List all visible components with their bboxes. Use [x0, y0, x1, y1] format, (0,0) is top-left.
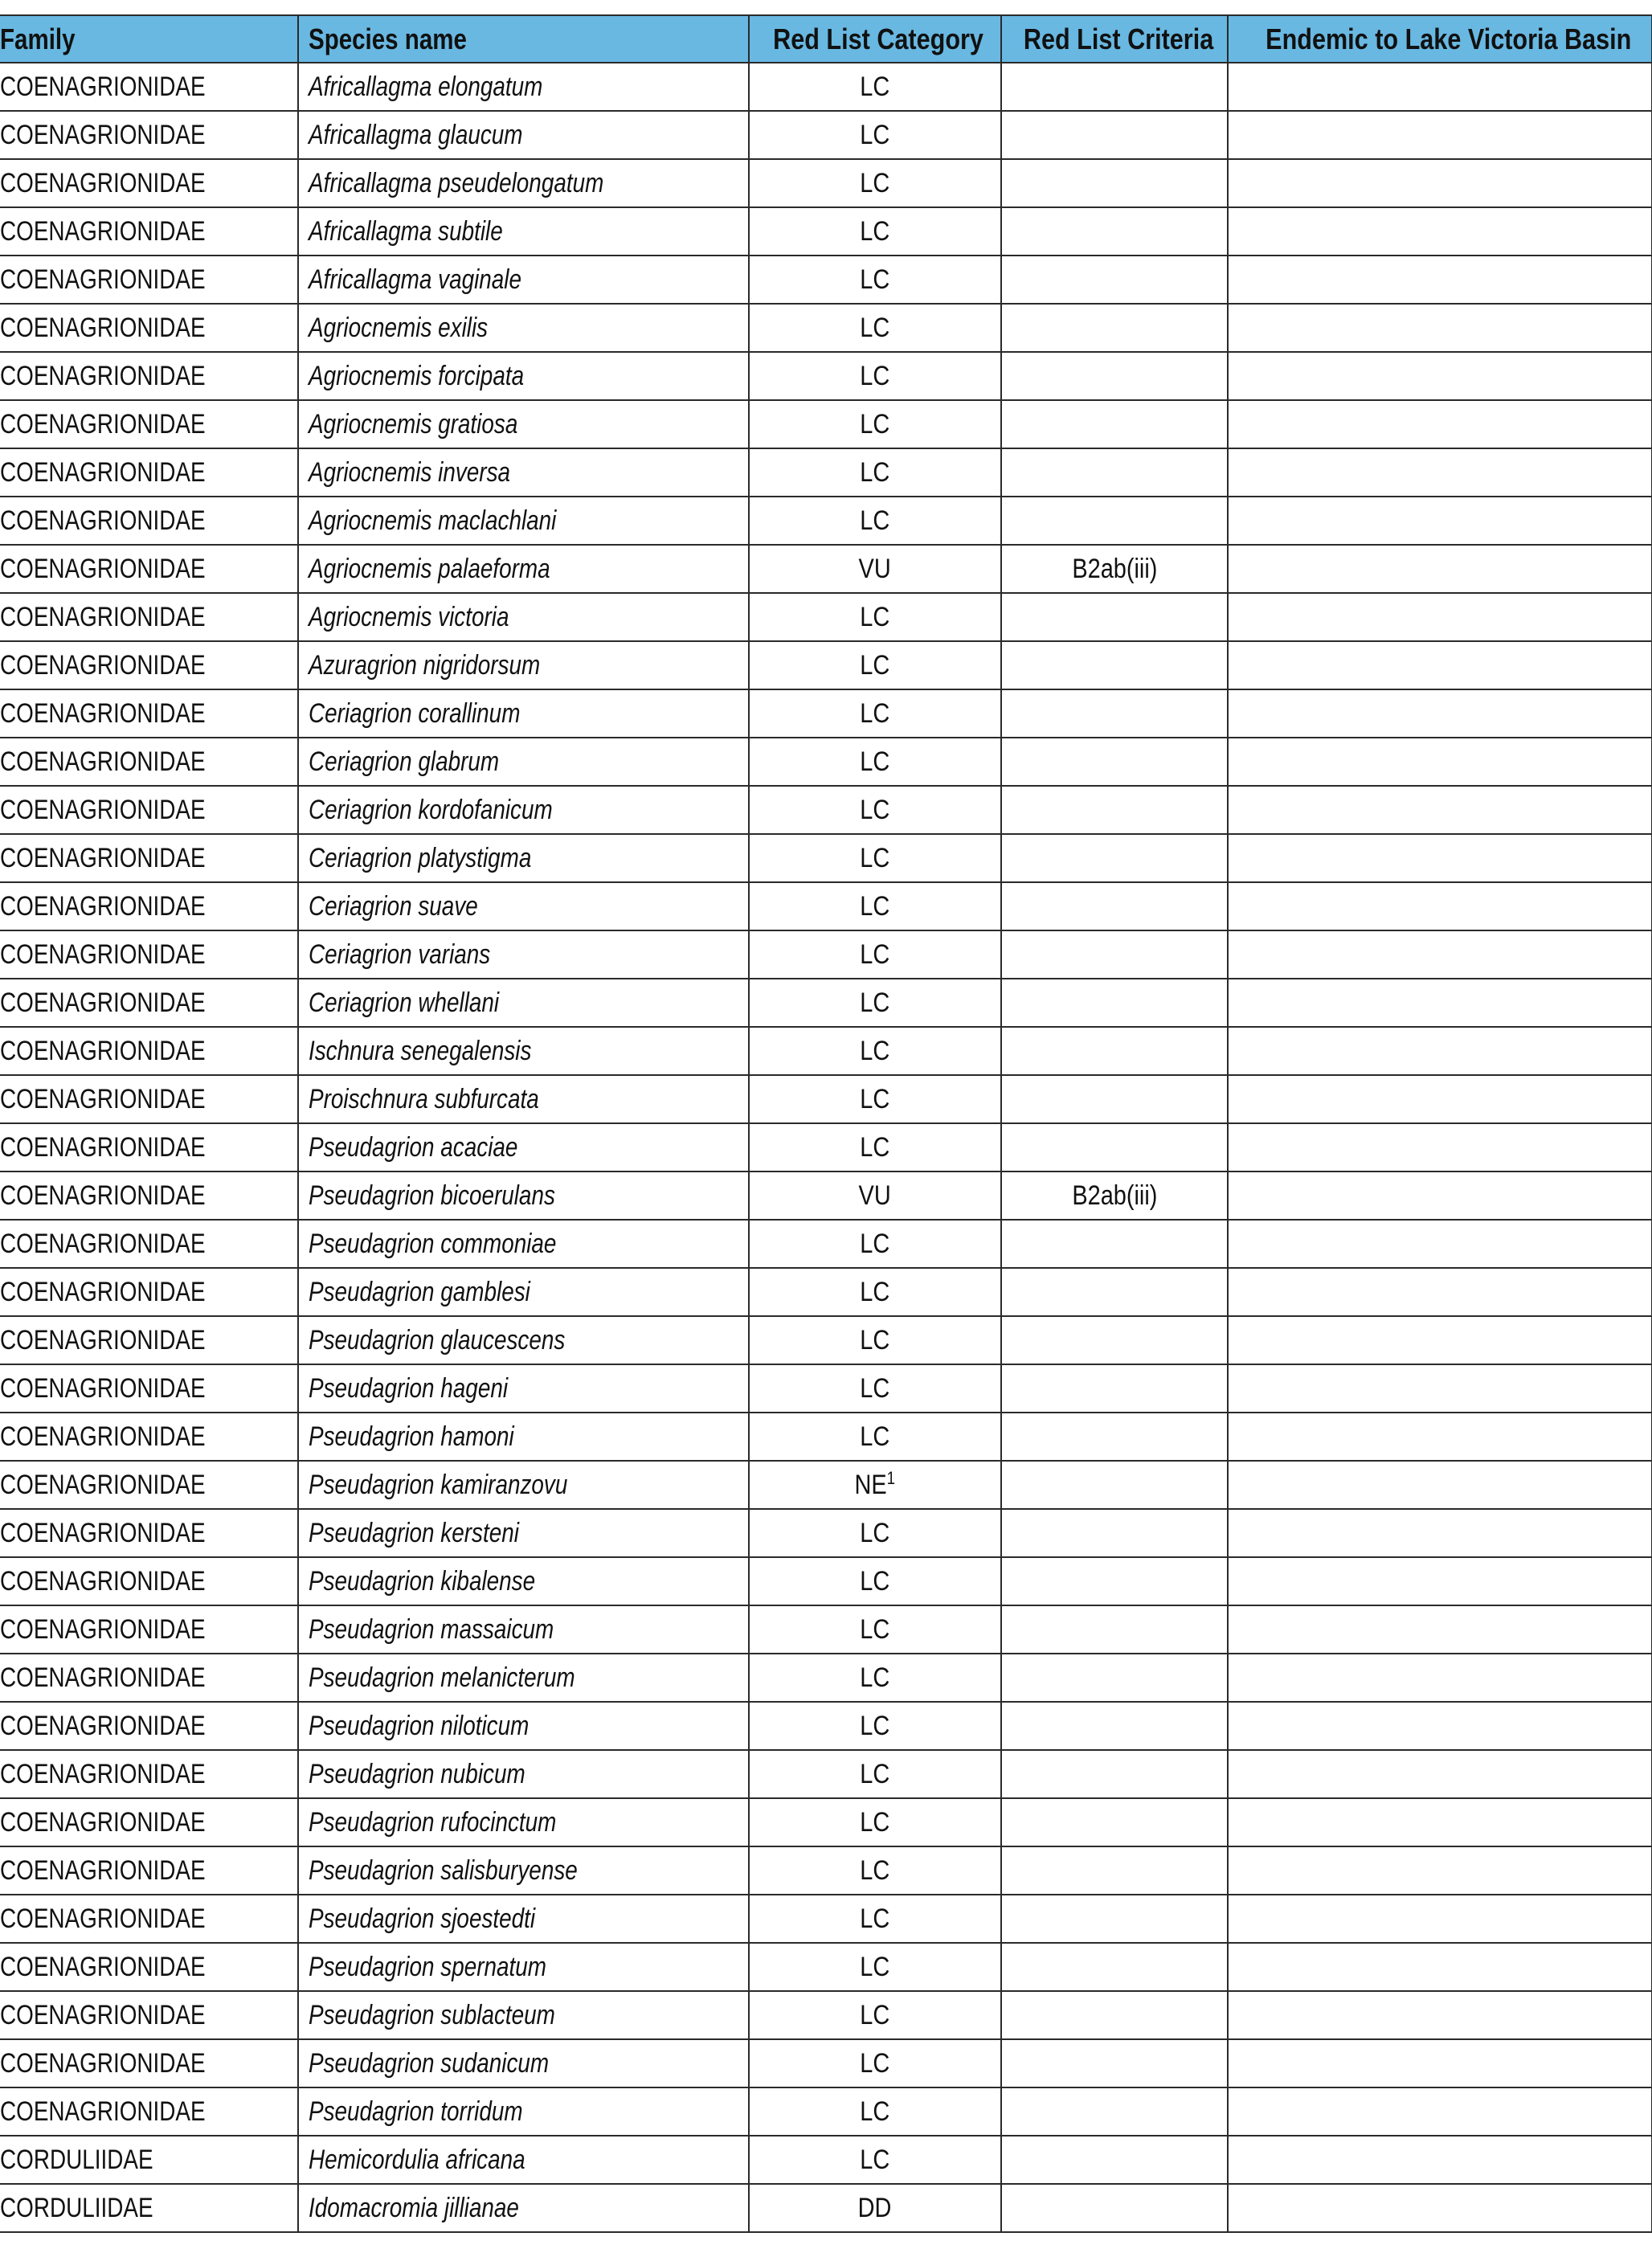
cell-endemic: [1228, 1943, 1652, 1991]
cell-species-name: Pseudagrion rufocinctum: [298, 1798, 749, 1846]
cell-red-list-category: LC: [749, 1027, 1001, 1075]
cell-endemic: [1228, 1991, 1652, 2039]
cell-red-list-category: LC: [749, 400, 1001, 448]
cell-family: COENAGRIONIDAE: [0, 111, 298, 159]
cell-red-list-criteria: [1001, 1461, 1228, 1509]
table-row: [0, 689, 1652, 738]
table-row: [0, 1991, 1652, 2039]
cell-family: COENAGRIONIDAE: [0, 545, 298, 593]
cell-species-name: Ceriagrion suave: [298, 882, 749, 930]
cell-family: COENAGRIONIDAE: [0, 1268, 298, 1316]
cell-red-list-category: LC: [749, 1605, 1001, 1654]
cell-family: COENAGRIONIDAE: [0, 497, 298, 545]
table-row: [0, 979, 1652, 1027]
cell-endemic: [1228, 2136, 1652, 2184]
cell-species-name: Ceriagrion glabrum: [298, 738, 749, 786]
cell-endemic: [1228, 1509, 1652, 1557]
table-row: [0, 1461, 1652, 1509]
cell-endemic: [1228, 448, 1652, 497]
cell-red-list-criteria: [1001, 1943, 1228, 1991]
table-row: [0, 400, 1652, 448]
cell-species-name: Pseudagrion massaicum: [298, 1605, 749, 1654]
cell-species-name: Agriocnemis gratiosa: [298, 400, 749, 448]
cell-endemic: [1228, 738, 1652, 786]
cell-red-list-criteria: [1001, 1702, 1228, 1750]
cell-family: COENAGRIONIDAE: [0, 1364, 298, 1413]
cell-family: COENAGRIONIDAE: [0, 1895, 298, 1943]
cell-endemic: [1228, 1798, 1652, 1846]
cell-species-name: Pseudagrion kibalense: [298, 1557, 749, 1605]
cell-red-list-criteria: [1001, 1027, 1228, 1075]
table-row: [0, 159, 1652, 207]
table-row: [0, 207, 1652, 256]
cell-family: COENAGRIONIDAE: [0, 2039, 298, 2087]
cell-red-list-criteria: B2ab(iii): [1001, 545, 1228, 593]
cell-endemic: [1228, 545, 1652, 593]
column-header-endemic: Endemic to Lake Victoria Basin: [1228, 15, 1652, 63]
column-header-criteria: Red List Criteria: [1001, 15, 1228, 63]
cell-family: COENAGRIONIDAE: [0, 1075, 298, 1123]
species-table-container: [0, 14, 1652, 2233]
cell-species-name: Pseudagrion spernatum: [298, 1943, 749, 1991]
cell-red-list-category: LC: [749, 641, 1001, 689]
table-row: [0, 2039, 1652, 2087]
cell-red-list-criteria: [1001, 1846, 1228, 1895]
cell-red-list-category: LC: [749, 1702, 1001, 1750]
cell-species-name: Ceriagrion varians: [298, 930, 749, 979]
cell-species-name: Hemicordulia africana: [298, 2136, 749, 2184]
cell-endemic: [1228, 1027, 1652, 1075]
cell-family: COENAGRIONIDAE: [0, 159, 298, 207]
cell-endemic: [1228, 1268, 1652, 1316]
cell-endemic: [1228, 593, 1652, 641]
cell-red-list-category: LC: [749, 1557, 1001, 1605]
table-row: [0, 1895, 1652, 1943]
cell-species-name: Pseudagrion salisburyense: [298, 1846, 749, 1895]
cell-red-list-category: LC: [749, 1798, 1001, 1846]
cell-family: COENAGRIONIDAE: [0, 834, 298, 882]
cell-species-name: Pseudagrion niloticum: [298, 1702, 749, 1750]
cell-family: COENAGRIONIDAE: [0, 1702, 298, 1750]
cell-species-name: Agriocnemis exilis: [298, 304, 749, 352]
cell-endemic: [1228, 641, 1652, 689]
cell-family: COENAGRIONIDAE: [0, 1220, 298, 1268]
cell-red-list-criteria: [1001, 1268, 1228, 1316]
cell-species-name: Agriocnemis victoria: [298, 593, 749, 641]
cell-endemic: [1228, 1750, 1652, 1798]
cell-red-list-criteria: [1001, 304, 1228, 352]
cell-family: COENAGRIONIDAE: [0, 1943, 298, 1991]
cell-red-list-category: LC: [749, 1846, 1001, 1895]
cell-red-list-category: LC: [749, 2087, 1001, 2136]
cell-red-list-category: LC: [749, 1075, 1001, 1123]
cell-red-list-criteria: [1001, 834, 1228, 882]
cell-red-list-criteria: [1001, 1557, 1228, 1605]
cell-endemic: [1228, 1654, 1652, 1702]
cell-endemic: [1228, 2039, 1652, 2087]
cell-family: COENAGRIONIDAE: [0, 1991, 298, 2039]
cell-endemic: [1228, 2184, 1652, 2232]
cell-endemic: [1228, 1220, 1652, 1268]
cell-species-name: Ischnura senegalensis: [298, 1027, 749, 1075]
cell-red-list-category: LC: [749, 352, 1001, 400]
cell-red-list-criteria: [1001, 1895, 1228, 1943]
table-row: [0, 930, 1652, 979]
table-row: [0, 1654, 1652, 1702]
cell-endemic: [1228, 159, 1652, 207]
table-row: [0, 1123, 1652, 1171]
cell-red-list-criteria: [1001, 1798, 1228, 1846]
table-row: [0, 1750, 1652, 1798]
cell-red-list-criteria: [1001, 1364, 1228, 1413]
table-row: [0, 1509, 1652, 1557]
table-row: [0, 593, 1652, 641]
table-row: [0, 1413, 1652, 1461]
cell-endemic: [1228, 256, 1652, 304]
table-row: [0, 1846, 1652, 1895]
cell-red-list-criteria: [1001, 882, 1228, 930]
footnote-marker: 1: [886, 1467, 896, 1488]
cell-red-list-category: LC: [749, 786, 1001, 834]
cell-endemic: [1228, 1364, 1652, 1413]
cell-family: COENAGRIONIDAE: [0, 593, 298, 641]
cell-endemic: [1228, 1557, 1652, 1605]
table-row: [0, 497, 1652, 545]
cell-red-list-category: LC: [749, 593, 1001, 641]
cell-family: COENAGRIONIDAE: [0, 1461, 298, 1509]
cell-family: COENAGRIONIDAE: [0, 1316, 298, 1364]
cell-endemic: [1228, 834, 1652, 882]
table-row: [0, 1075, 1652, 1123]
cell-red-list-criteria: [1001, 2136, 1228, 2184]
column-header-family: Family: [0, 15, 298, 63]
cell-family: COENAGRIONIDAE: [0, 1557, 298, 1605]
table-row: [0, 834, 1652, 882]
cell-red-list-category: LC: [749, 1413, 1001, 1461]
cell-species-name: Africallagma subtile: [298, 207, 749, 256]
cell-red-list-category: LC: [749, 689, 1001, 738]
cell-red-list-criteria: [1001, 689, 1228, 738]
cell-endemic: [1228, 1461, 1652, 1509]
cell-red-list-criteria: [1001, 400, 1228, 448]
cell-species-name: Azuragrion nigridorsum: [298, 641, 749, 689]
cell-family: COENAGRIONIDAE: [0, 882, 298, 930]
cell-endemic: [1228, 63, 1652, 111]
cell-endemic: [1228, 304, 1652, 352]
cell-red-list-criteria: [1001, 738, 1228, 786]
cell-family: COENAGRIONIDAE: [0, 641, 298, 689]
cell-endemic: [1228, 1702, 1652, 1750]
table-row: [0, 2087, 1652, 2136]
cell-species-name: Pseudagrion acaciae: [298, 1123, 749, 1171]
cell-red-list-criteria: [1001, 593, 1228, 641]
cell-family: COENAGRIONIDAE: [0, 786, 298, 834]
cell-red-list-criteria: [1001, 1413, 1228, 1461]
cell-red-list-category: LC: [749, 1220, 1001, 1268]
cell-family: COENAGRIONIDAE: [0, 1750, 298, 1798]
header-row: [0, 15, 1652, 63]
table-row: [0, 1557, 1652, 1605]
cell-red-list-category: LC: [749, 1991, 1001, 2039]
cell-family: CORDULIIDAE: [0, 2136, 298, 2184]
column-header-species: Species name: [298, 15, 749, 63]
table-row: [0, 1364, 1652, 1413]
cell-species-name: Ceriagrion kordofanicum: [298, 786, 749, 834]
cell-red-list-criteria: [1001, 786, 1228, 834]
cell-red-list-criteria: [1001, 1075, 1228, 1123]
cell-red-list-criteria: [1001, 352, 1228, 400]
cell-species-name: Ceriagrion whellani: [298, 979, 749, 1027]
cell-species-name: Agriocnemis palaeforma: [298, 545, 749, 593]
cell-endemic: [1228, 979, 1652, 1027]
table-row: [0, 786, 1652, 834]
cell-red-list-criteria: [1001, 207, 1228, 256]
cell-red-list-category: LC: [749, 834, 1001, 882]
cell-red-list-criteria: [1001, 63, 1228, 111]
cell-red-list-category: LC: [749, 1268, 1001, 1316]
table-row: [0, 738, 1652, 786]
cell-endemic: [1228, 1605, 1652, 1654]
cell-species-name: Pseudagrion sublacteum: [298, 1991, 749, 2039]
cell-endemic: [1228, 352, 1652, 400]
cell-species-name: Pseudagrion melanicterum: [298, 1654, 749, 1702]
cell-red-list-criteria: [1001, 1509, 1228, 1557]
cell-red-list-criteria: [1001, 111, 1228, 159]
table-row: [0, 1027, 1652, 1075]
table-row: [0, 1605, 1652, 1654]
table-row: [0, 882, 1652, 930]
cell-endemic: [1228, 882, 1652, 930]
cell-family: COENAGRIONIDAE: [0, 1846, 298, 1895]
cell-species-name: Pseudagrion glaucescens: [298, 1316, 749, 1364]
cell-family: COENAGRIONIDAE: [0, 1654, 298, 1702]
cell-endemic: [1228, 1123, 1652, 1171]
cell-family: COENAGRIONIDAE: [0, 1123, 298, 1171]
cell-red-list-criteria: [1001, 1605, 1228, 1654]
cell-endemic: [1228, 1316, 1652, 1364]
cell-red-list-criteria: [1001, 497, 1228, 545]
cell-endemic: [1228, 1413, 1652, 1461]
cell-red-list-category: LC: [749, 1316, 1001, 1364]
cell-family: COENAGRIONIDAE: [0, 448, 298, 497]
cell-red-list-category: LC: [749, 111, 1001, 159]
cell-family: COENAGRIONIDAE: [0, 352, 298, 400]
cell-species-name: Africallagma vaginale: [298, 256, 749, 304]
cell-species-name: Pseudagrion hageni: [298, 1364, 749, 1413]
table-row: [0, 1316, 1652, 1364]
cell-species-name: Pseudagrion nubicum: [298, 1750, 749, 1798]
table-body: [0, 63, 1652, 2232]
table-row: [0, 2136, 1652, 2184]
cell-red-list-category: LC: [749, 304, 1001, 352]
cell-red-list-criteria: [1001, 1220, 1228, 1268]
cell-endemic: [1228, 111, 1652, 159]
cell-red-list-category: LC: [749, 159, 1001, 207]
cell-red-list-category: LC: [749, 2136, 1001, 2184]
cell-species-name: Ceriagrion corallinum: [298, 689, 749, 738]
cell-family: COENAGRIONIDAE: [0, 1413, 298, 1461]
cell-species-name: Ceriagrion platystigma: [298, 834, 749, 882]
cell-species-name: Idomacromia jillianae: [298, 2184, 749, 2232]
table-row: [0, 1268, 1652, 1316]
table-row: [0, 1798, 1652, 1846]
cell-family: COENAGRIONIDAE: [0, 2087, 298, 2136]
cell-species-name: Pseudagrion sudanicum: [298, 2039, 749, 2087]
table-row: [0, 1943, 1652, 1991]
cell-family: COENAGRIONIDAE: [0, 256, 298, 304]
cell-endemic: [1228, 689, 1652, 738]
cell-species-name: Pseudagrion bicoerulans: [298, 1171, 749, 1220]
cell-family: COENAGRIONIDAE: [0, 1171, 298, 1220]
cell-red-list-criteria: [1001, 2184, 1228, 2232]
cell-red-list-criteria: B2ab(iii): [1001, 1171, 1228, 1220]
cell-species-name: Pseudagrion sjoestedti: [298, 1895, 749, 1943]
cell-red-list-criteria: [1001, 1316, 1228, 1364]
cell-endemic: [1228, 1846, 1652, 1895]
cell-red-list-criteria: [1001, 159, 1228, 207]
cell-red-list-criteria: [1001, 448, 1228, 497]
cell-red-list-category: LC: [749, 1364, 1001, 1413]
cell-family: CORDULIIDAE: [0, 2184, 298, 2232]
cell-family: COENAGRIONIDAE: [0, 979, 298, 1027]
table-row: [0, 256, 1652, 304]
cell-red-list-category: LC: [749, 2039, 1001, 2087]
table-row: [0, 111, 1652, 159]
cell-red-list-category: LC: [749, 1509, 1001, 1557]
cell-red-list-category: LC: [749, 1123, 1001, 1171]
cell-family: COENAGRIONIDAE: [0, 400, 298, 448]
cell-endemic: [1228, 1895, 1652, 1943]
table-header: [0, 15, 1652, 63]
cell-endemic: [1228, 1171, 1652, 1220]
cell-red-list-category: LC: [749, 448, 1001, 497]
cell-species-name: Pseudagrion kamiranzovu: [298, 1461, 749, 1509]
cell-species-name: Pseudagrion torridum: [298, 2087, 749, 2136]
table-row: [0, 304, 1652, 352]
cell-red-list-criteria: [1001, 2039, 1228, 2087]
cell-red-list-criteria: [1001, 641, 1228, 689]
cell-red-list-criteria: [1001, 979, 1228, 1027]
table-row: [0, 1702, 1652, 1750]
cell-family: COENAGRIONIDAE: [0, 1027, 298, 1075]
cell-red-list-category: LC: [749, 1654, 1001, 1702]
cell-red-list-criteria: [1001, 930, 1228, 979]
cell-endemic: [1228, 786, 1652, 834]
cell-family: COENAGRIONIDAE: [0, 63, 298, 111]
table-row: [0, 63, 1652, 111]
cell-red-list-category: LC: [749, 207, 1001, 256]
cell-species-name: Proischnura subfurcata: [298, 1075, 749, 1123]
cell-red-list-criteria: [1001, 1654, 1228, 1702]
cell-red-list-category: LC: [749, 882, 1001, 930]
cell-species-name: Pseudagrion hamoni: [298, 1413, 749, 1461]
cell-family: COENAGRIONIDAE: [0, 207, 298, 256]
cell-red-list-category: VU: [749, 545, 1001, 593]
cell-red-list-category: LC: [749, 930, 1001, 979]
cell-species-name: Agriocnemis maclachlani: [298, 497, 749, 545]
table-row: [0, 2184, 1652, 2232]
table-row: [0, 641, 1652, 689]
cell-species-name: Agriocnemis inversa: [298, 448, 749, 497]
cell-red-list-category: LC: [749, 1750, 1001, 1798]
cell-endemic: [1228, 207, 1652, 256]
cell-family: COENAGRIONIDAE: [0, 1605, 298, 1654]
table-row: [0, 545, 1652, 593]
cell-species-name: Africallagma elongatum: [298, 63, 749, 111]
cell-red-list-category: LC: [749, 1943, 1001, 1991]
table-row: [0, 1171, 1652, 1220]
cell-species-name: Africallagma pseudelongatum: [298, 159, 749, 207]
cell-red-list-category: LC: [749, 63, 1001, 111]
cell-endemic: [1228, 1075, 1652, 1123]
species-red-list-table: [0, 14, 1652, 2233]
cell-endemic: [1228, 497, 1652, 545]
cell-family: COENAGRIONIDAE: [0, 1798, 298, 1846]
cell-species-name: Africallagma glaucum: [298, 111, 749, 159]
cell-family: COENAGRIONIDAE: [0, 1509, 298, 1557]
cell-red-list-category: VU: [749, 1171, 1001, 1220]
cell-red-list-category: LC: [749, 738, 1001, 786]
cell-species-name: Pseudagrion gamblesi: [298, 1268, 749, 1316]
cell-red-list-criteria: [1001, 1991, 1228, 2039]
cell-red-list-criteria: [1001, 1750, 1228, 1798]
cell-species-name: Agriocnemis forcipata: [298, 352, 749, 400]
cell-red-list-category: LC: [749, 497, 1001, 545]
table-row: [0, 352, 1652, 400]
table-row: [0, 448, 1652, 497]
cell-family: COENAGRIONIDAE: [0, 304, 298, 352]
cell-red-list-criteria: [1001, 1123, 1228, 1171]
column-header-category: Red List Category: [749, 15, 1001, 63]
cell-red-list-category: LC: [749, 256, 1001, 304]
cell-family: COENAGRIONIDAE: [0, 689, 298, 738]
cell-species-name: Pseudagrion kersteni: [298, 1509, 749, 1557]
cell-red-list-category: LC: [749, 979, 1001, 1027]
cell-red-list-category: NE$^1$: [749, 1461, 1001, 1509]
cell-endemic: [1228, 400, 1652, 448]
table-row: [0, 1220, 1652, 1268]
cell-red-list-criteria: [1001, 256, 1228, 304]
cell-family: COENAGRIONIDAE: [0, 738, 298, 786]
cell-red-list-category: LC: [749, 1895, 1001, 1943]
cell-endemic: [1228, 930, 1652, 979]
cell-species-name: Pseudagrion commoniae: [298, 1220, 749, 1268]
cell-red-list-category: DD: [749, 2184, 1001, 2232]
cell-red-list-criteria: [1001, 2087, 1228, 2136]
cell-endemic: [1228, 2087, 1652, 2136]
cell-family: COENAGRIONIDAE: [0, 930, 298, 979]
